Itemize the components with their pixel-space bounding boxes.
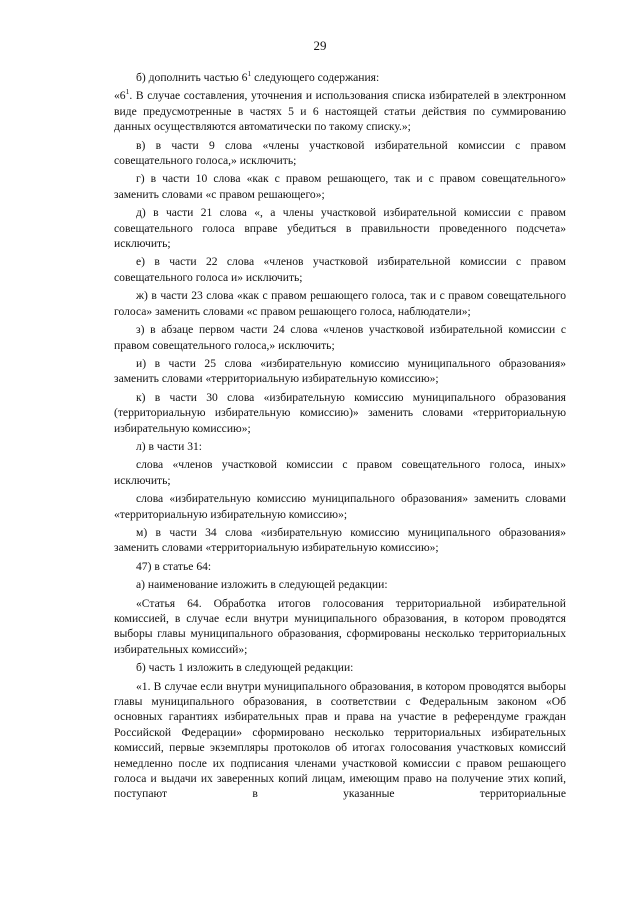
paragraph-part-1-text: «1. В случае если внутри муниципального образования, в котором проводятся выборы главы муниципального образования, в соответствии с Федеральным законом «Об основных гарантиях избирательных прав и права на участие в референдуме граждан Российской Федерации» сформировано несколько территориальных избирательных комиссий, первые экземпляры протоколов об итогах голосования участковых комиссий немедленно после их подписания членами участковой комиссии с правом решающего голоса и выдачи их заверенных копий лицам, имеющим право на получение этих копий, поступают в указанные территориальные bbox=[114, 679, 566, 801]
paragraph-item-zh: ж) в части 23 слова «как с правом решающего голоса, так и с правом совещательного голоса» заменить словами «с правом решающего голоса, наблюдатели»; bbox=[114, 289, 566, 318]
paragraph-add-part-6-1: б) дополнить частью $6^1$ следующего содержания: bbox=[136, 69, 380, 84]
paragraph-item-l: л) в части 31: bbox=[136, 439, 203, 453]
paragraph-item-e: е) в части 22 слова «членов участковой избирательной комиссии с правом совещательного голоса и» исключить; bbox=[114, 255, 566, 284]
paragraph-item-i: и) в части 25 слова «избирательную комиссию муниципального образования» заменить словами «территориальную избирательную комиссию»; bbox=[114, 356, 566, 386]
paragraph-item-47: 47) в статье 64: bbox=[136, 559, 212, 573]
paragraph-item-d: д) в части 21 слова «, а члены участковой избирательной комиссии с правом совещательного голоса вправе убедиться в правильности проведенного подсчета» исключить; bbox=[114, 206, 566, 251]
paragraph-article-64-title: «Статья 64. Обработка итогов голосования территориальной избирательной комиссией, в случае если внутри муниципального образования, в котором проводятся выборы главы муниципального образования, сформированы несколько территориальных избирательных комиссий»; bbox=[114, 596, 566, 656]
paragraph-words-exclude: слова «членов участковой комиссии с правом совещательного голоса, иных» исключить; bbox=[114, 458, 566, 487]
paragraph-item-k: к) в части 30 слова «избирательную комиссию муниципального образования (территориальную избирательную комиссию)» заменить словами «территориальную избирательную комиссию»; bbox=[114, 390, 566, 435]
paragraph-item-g: г) в части 10 слова «как с правом решающего, так и с правом совещательного» заменить словами «с правом решающего»; bbox=[114, 172, 566, 201]
paragraph-item-b: б) часть 1 изложить в следующей редакции: bbox=[136, 661, 354, 675]
paragraph-item-a: а) наименование изложить в следующей редакции: bbox=[136, 578, 388, 592]
paragraph-item-m: м) в части 34 слова «избирательную комиссию муниципального образования» заменить словами «территориальную избирательную комиссию»; bbox=[114, 525, 566, 555]
page-number: 29 bbox=[313, 38, 327, 53]
paragraph-item-v: в) в части 9 слова «члены участковой избирательной комиссии с правом совещательного голоса,» исключить; bbox=[114, 138, 566, 168]
paragraph-words-replace: слова «избирательную комиссию муниципального образования» заменить словами «территориальную избирательную комиссию»; bbox=[114, 492, 566, 521]
paragraph-part-6-1-text: «$6^1$. В случае составления, уточнения и использования списка избирателей в электронном виде предусмотренные в частях 5 и 6 настоящей статьи действия по суммированию данных осуществляются автоматически по такому списку.»; bbox=[114, 87, 566, 134]
paragraph-item-z: з) в абзаце первом части 24 слова «членов участковой избирательной комиссии с правом совещательного голоса,» исключить; bbox=[114, 323, 566, 352]
document-body bbox=[114, 70, 566, 805]
